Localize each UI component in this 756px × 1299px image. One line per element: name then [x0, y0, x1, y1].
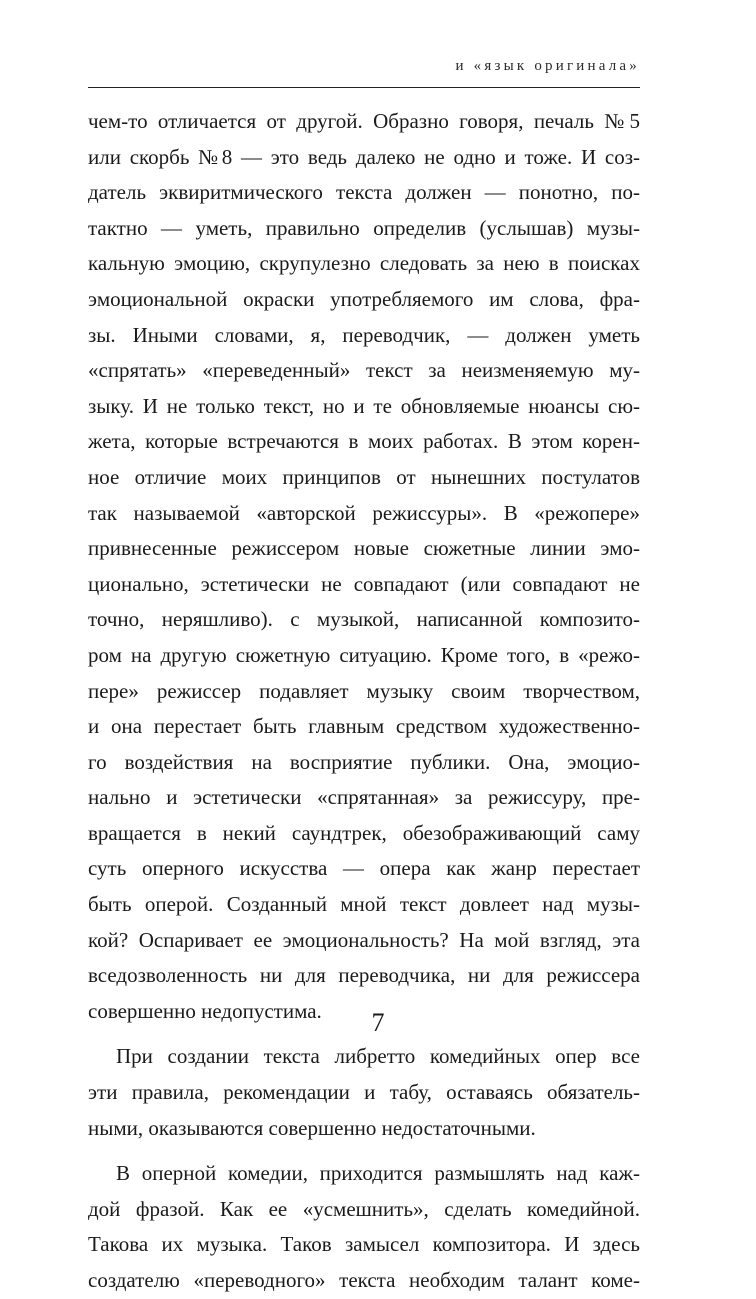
paragraph	[88, 1039, 640, 1146]
text-line: быть оперой. Созданный мной текст довлеет над музы-	[88, 892, 640, 917]
text-line: зыку. И не только текст, но и те обновляемые нюансы сю-	[88, 393, 640, 418]
text-line: кой? Оспаривает ее эмоциональность? На мой взгляд, эта	[88, 927, 640, 952]
text-line: ром на другую сюжетную ситуацию. Кроме того, в «режо-	[88, 642, 640, 667]
text-line: и она перестает быть главным средством художественно-	[88, 714, 640, 739]
body-text	[88, 104, 640, 1299]
text-line: ционально, эстетически не совпадают (или совпадают не	[88, 571, 640, 596]
text-line: тактно — уметь, правильно определив (услышав) музы-	[88, 215, 640, 240]
text-line: «спрятать» «переведенный» текст за неизменяемую му-	[88, 358, 640, 383]
text-line: суть оперного искусства — опера как жанр перестает	[88, 856, 640, 881]
text-line: так называемой «авторской режиссуры». В «режопере»	[88, 500, 640, 525]
text-line: чем-то отличается от другой. Образно говоря, печаль №5	[88, 109, 640, 133]
text-line: вращается в некий саундтрек, обезображивающий саму	[88, 820, 640, 845]
text-line: точно, неряшливо). с музыкой, написанной композито-	[88, 607, 640, 632]
paragraph	[88, 1156, 640, 1298]
text-line: ными, оказываются совершенно недостаточными.	[88, 1115, 536, 1140]
text-line: зы. Иными словами, я, переводчик, — должен уметь	[88, 322, 640, 347]
text-line: создателю «переводного» текста необходим талант коме-	[88, 1268, 640, 1292]
text-line: нально и эстетически «спрятанная» за режиссуру, пре-	[88, 785, 640, 810]
text-line: кальную эмоцию, скрупулезно следовать за нею в поисках	[88, 251, 640, 276]
text-line: В оперной комедии, приходится размышлять над каж-	[116, 1161, 640, 1186]
paragraph	[88, 104, 640, 1029]
text-line: При создании текста либретто комедийных опер все	[116, 1044, 640, 1069]
text-line: жета, которые встречаются в моих работах. В этом корен-	[88, 429, 640, 454]
text-line: вседозволенность ни для переводчика, ни для режиссера	[88, 963, 640, 988]
text-line: эмоциональной окраски употребляемого им слова, фра-	[88, 286, 640, 311]
text-line: или скорбь №8 — это ведь далеко не одно и тоже. И соз-	[88, 144, 640, 169]
text-line: Такова их музыка. Таков замысел композитора. И здесь	[88, 1232, 640, 1257]
text-line: ное отличие моих принципов от нынешних постулатов	[88, 464, 640, 489]
text-line: го воздействия на восприятие публики. Она, эмоцио-	[88, 749, 640, 774]
text-line: пере» режиссер подавляет музыку своим творчеством,	[88, 678, 640, 703]
text-line: датель эквиритмического текста должен — понотно, по-	[88, 180, 640, 205]
paragraph-spacing	[88, 1146, 640, 1156]
text-line: привнесенные режиссером новые сюжетные линии эмо-	[88, 536, 640, 561]
text-line: эти правила, рекомендации и табу, оставаясь обязатель-	[88, 1080, 640, 1105]
text-line: совершенно недопустима.	[88, 998, 322, 1023]
page-number: 7	[371, 1008, 385, 1037]
header-rule	[88, 87, 640, 88]
running-head: и «язык оригинала»	[455, 58, 640, 74]
text-line: дой фразой. Как ее «усмешнить», сделать комедийной.	[88, 1196, 640, 1221]
